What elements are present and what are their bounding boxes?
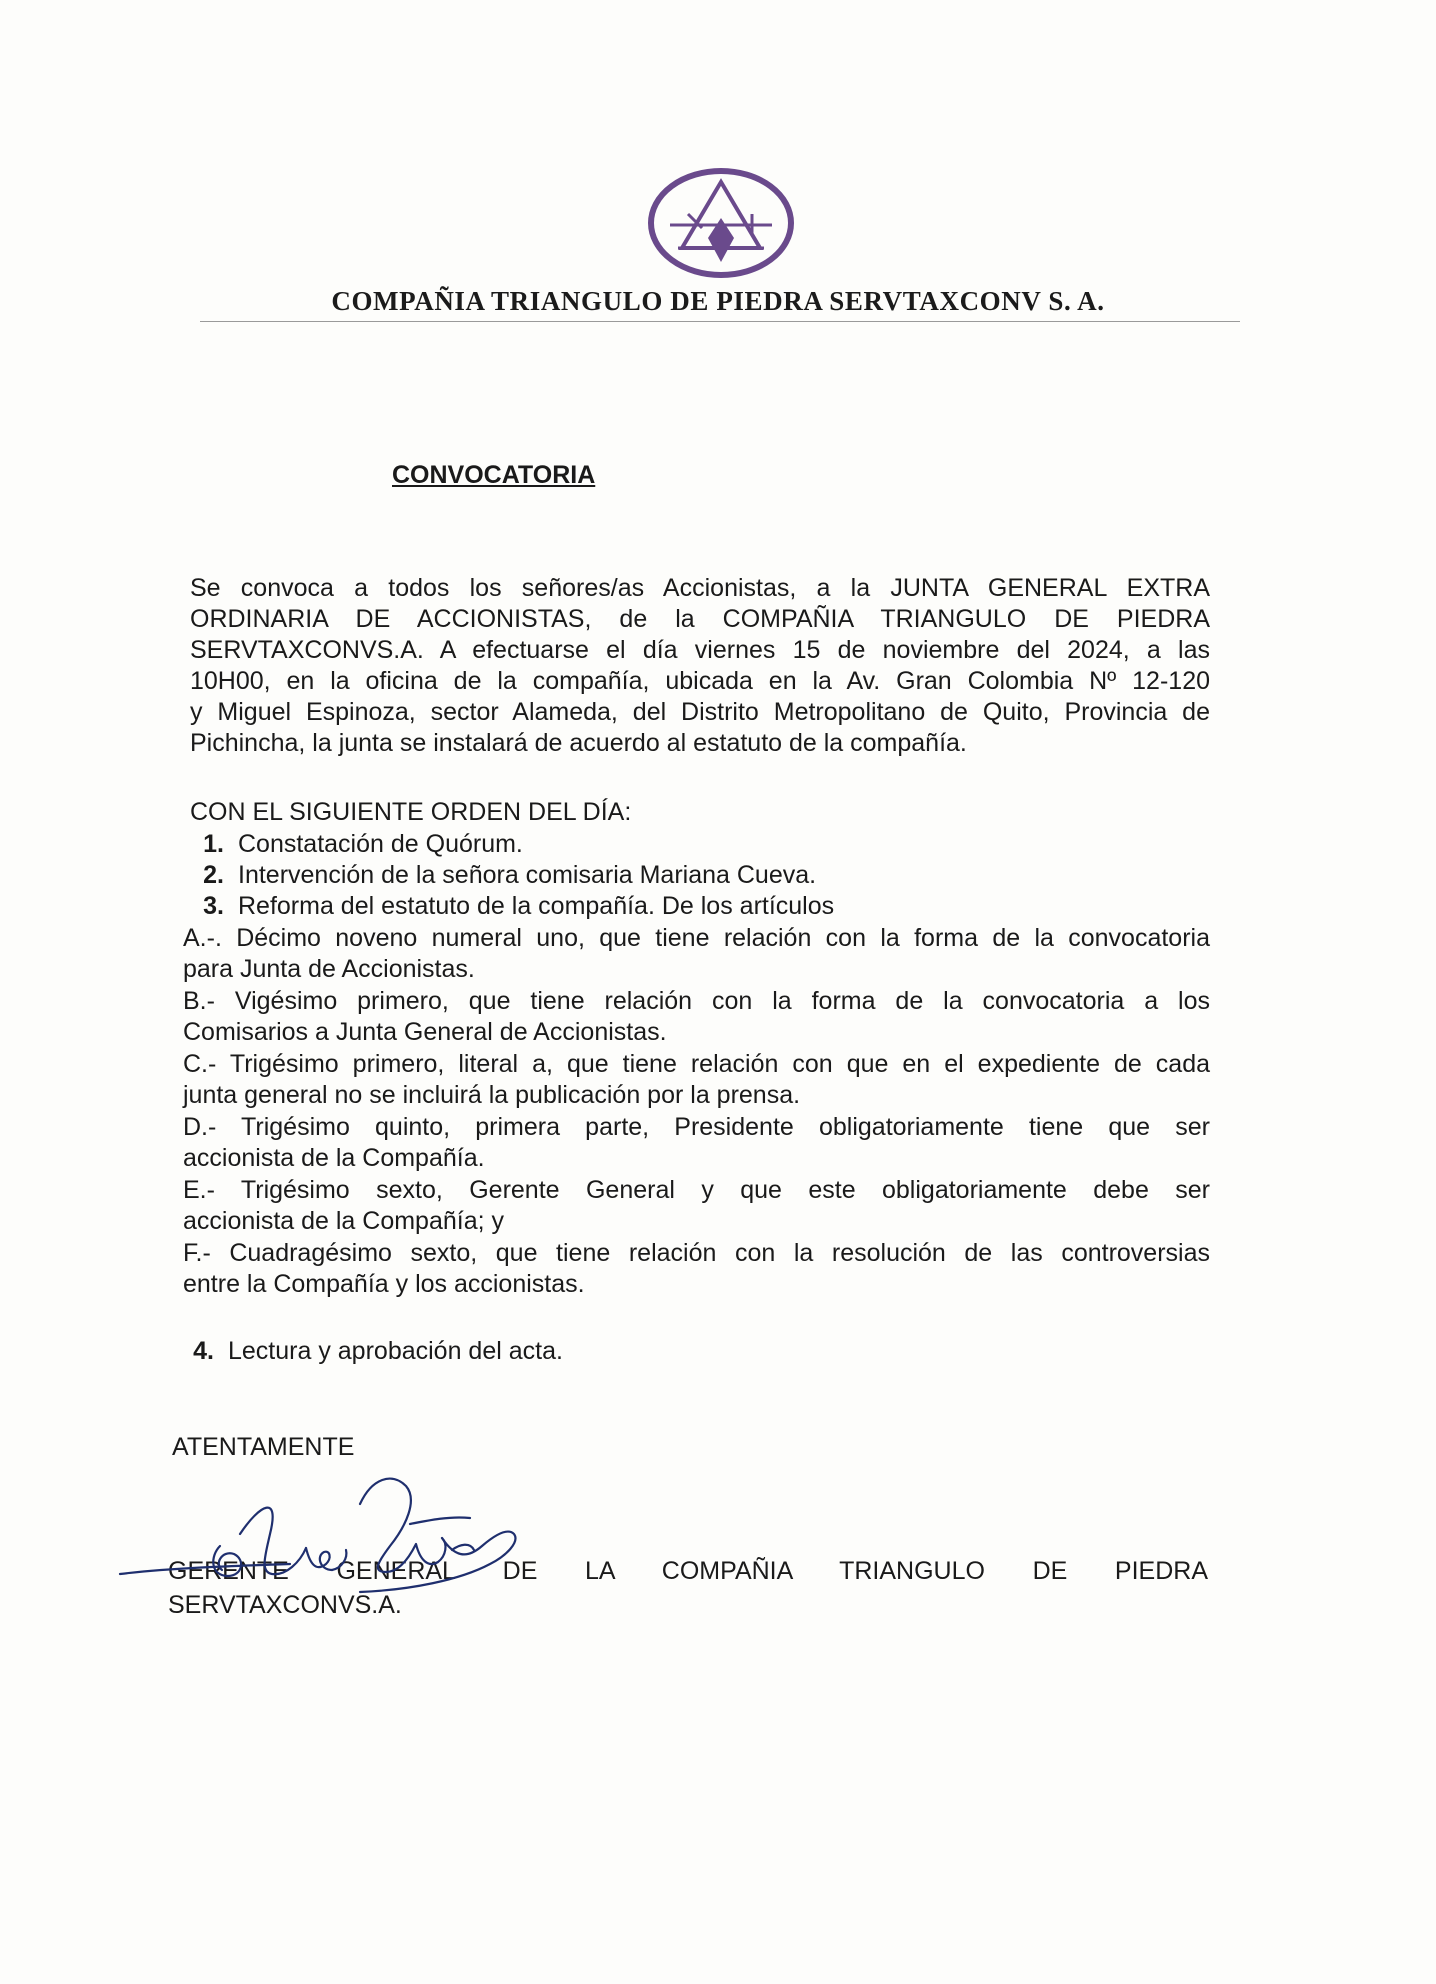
article-line: F.- Cuadragésimo sexto, que tiene relación con la resolución de las controversias: [183, 1239, 1210, 1267]
article-line: accionista de la Compañía; y: [183, 1207, 505, 1235]
order-heading: CON EL SIGUIENTE ORDEN DEL DÍA:: [190, 798, 632, 826]
handwritten-signature: [110, 1464, 550, 1604]
intro-line: y Miguel Espinoza, sector Alameda, del Distrito Metropolitano de Quito, Provincia de: [190, 698, 1210, 726]
order-item-text: Constatación de Quórum.: [238, 830, 523, 858]
article-e: [183, 1175, 1210, 1237]
intro-line: Se convoca a todos los señores/as Accionistas, a la JUNTA GENERAL EXTRA: [190, 574, 1210, 602]
article-line: D.- Trigésimo quinto, primera parte, Presidente obligatoriamente tiene que ser: [183, 1113, 1210, 1141]
company-header: COMPAÑIA TRIANGULO DE PIEDRA SERVTAXCONV S. A.: [331, 286, 1105, 316]
intro-line: SERVTAXCONVS.A. A efectuarse el día viernes 15 de noviembre del 2024, a las: [190, 636, 1210, 664]
order-item-text: Intervención de la señora comisaria Mariana Cueva.: [238, 861, 817, 889]
order-item-number: 3.: [203, 892, 224, 920]
article-line: junta general no se incluirá la publicación por la prensa.: [183, 1081, 801, 1109]
document-title: CONVOCATORIA: [392, 461, 596, 489]
intro-line: Pichincha, la junta se instalará de acuerdo al estatuto de la compañía.: [190, 729, 967, 757]
article-b: [183, 986, 1210, 1048]
article-line: entre la Compañía y los accionistas.: [183, 1270, 585, 1298]
article-line: accionista de la Compañía.: [183, 1144, 485, 1172]
order-item-number: 4.: [193, 1337, 214, 1365]
article-c: [183, 1049, 1210, 1111]
intro-line: 10H00, en la oficina de la compañía, ubicada en la Av. Gran Colombia Nº 12-120: [190, 667, 1210, 695]
article-line: para Junta de Accionistas.: [183, 955, 475, 983]
order-item: [182, 891, 834, 922]
article-line: B.- Vigésimo primero, que tiene relación con la forma de la convocatoria a los: [183, 987, 1210, 1015]
order-item: [172, 1336, 563, 1367]
order-item-text: Reforma del estatuto de la compañía. De los artículos: [238, 892, 835, 920]
article-line: C.- Trigésimo primero, literal a, que tiene relación con que en el expediente de cada: [183, 1050, 1210, 1078]
article-line: Comisarios a Junta General de Accionistas.: [183, 1018, 667, 1046]
intro-paragraph: [190, 573, 1210, 759]
article-f: [183, 1238, 1210, 1300]
intro-line: ORDINARIA DE ACCIONISTAS, de la COMPAÑIA TRIANGULO DE PIEDRA: [190, 605, 1210, 633]
article-line: A.-. Décimo noveno numeral uno, que tiene relación con la forma de la convocatoria: [183, 924, 1210, 952]
header-divider: [200, 321, 1240, 322]
order-item: [182, 829, 523, 860]
article-a: [183, 923, 1210, 985]
order-item-number: 2.: [203, 861, 224, 889]
signatory-title: GERENTE GENERAL DE LA COMPAÑIA TRIANGULO DE PIEDRA: [168, 1557, 1208, 1585]
order-item-text: Lectura y aprobación del acta.: [228, 1337, 563, 1365]
company-logo: [648, 168, 794, 278]
article-d: [183, 1112, 1210, 1174]
signatory-company: SERVTAXCONVS.A.: [168, 1591, 402, 1619]
article-line: E.- Trigésimo sexto, Gerente General y que este obligatoriamente debe ser: [183, 1176, 1210, 1204]
order-item: [182, 860, 816, 891]
closing: ATENTAMENTE: [172, 1433, 355, 1461]
order-item-number: 1.: [203, 830, 224, 858]
